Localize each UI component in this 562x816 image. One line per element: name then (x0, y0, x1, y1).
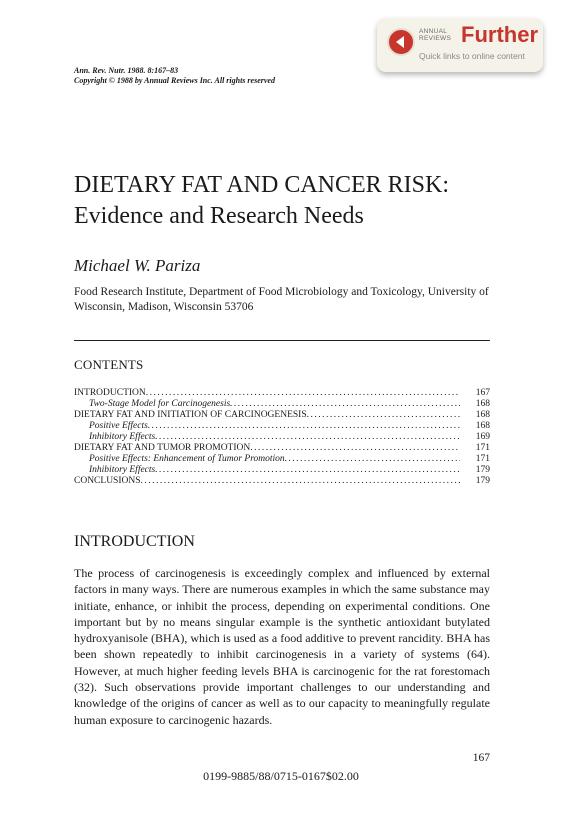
toc-leader-dots (155, 432, 460, 443)
banner-brand: ANNUAL REVIEWS (419, 28, 452, 42)
toc-leader-dots (146, 388, 460, 399)
toc-entry-title: INTRODUCTION (74, 388, 146, 398)
toc-entry-page: 167 (475, 388, 490, 398)
author-affiliation: Food Research Institute, Department of Food Microbiology and Toxicology, University of Wisconsin, Madison, Wisconsin 53706 (74, 286, 489, 313)
toc-leader-dots (285, 454, 460, 465)
toc-entry-title: Inhibitory Effects (89, 432, 156, 442)
toc-entry-page: 169 (475, 432, 490, 442)
toc-entry[interactable] (74, 388, 490, 399)
toc-entry-title: Two-Stage Model for Carcinogenesis (89, 399, 231, 409)
toc-entry[interactable] (74, 432, 490, 443)
toc-entry-title: Positive Effects: Enhancement of Tumor Promotion (89, 454, 285, 464)
journal-citation (74, 66, 275, 86)
banner-quick-links[interactable]: Quick links to online content (419, 51, 525, 61)
toc-entry-page: 168 (475, 410, 490, 420)
toc-entry[interactable] (74, 410, 490, 421)
toc-entry-title: DIETARY FAT AND TUMOR PROMOTION (74, 443, 251, 453)
toc-entry-page: 179 (475, 465, 490, 475)
toc-entry[interactable] (74, 476, 490, 487)
annual-reviews-logo-icon (387, 28, 415, 56)
price-code: 0199-9885/88/0715-0167$02.00 (203, 769, 359, 783)
toc-entry[interactable] (74, 454, 490, 465)
table-of-contents (74, 388, 490, 487)
toc-entry[interactable] (74, 443, 490, 454)
toc-entry-page: 171 (475, 454, 490, 464)
toc-entry-title: CONCLUSIONS (74, 476, 141, 486)
introduction-paragraph: The process of carcinogenesis is exceedingly complex and influenced by external factors in many ways. There are numerous examples in which the same substance may initiate, enhance, or inhibit the process, depending on experimental conditions. One important but by no means singular example is the synthetic antioxidant butylated hydroxyanisole (BHA), which is used as a food additive to prevent rancidity. BHA has been shown repeatedly to inhibit carcinogenesis in a variety of systems (64). However, at much higher feeding levels BHA is carcinogenic for the rat forestomach (32). Such observations provide important challenges to our understanding and knowledge of the origins of cancer as well as to our capacity to meaningfully regulate human exposure to carcinogenic hazards. (74, 566, 490, 727)
section-divider (74, 340, 490, 341)
introduction-heading: INTRODUCTION (74, 533, 195, 550)
toc-entry[interactable] (74, 465, 490, 476)
toc-entry[interactable] (74, 421, 490, 432)
toc-entry-title: Positive Effects (89, 421, 148, 431)
copyright-line: Copyright © 1988 by Annual Reviews Inc. All rights reserved (74, 76, 275, 85)
toc-leader-dots (307, 410, 460, 421)
contents-heading: CONTENTS (74, 357, 144, 372)
toc-entry-title: Inhibitory Effects (89, 465, 156, 475)
article-title: DIETARY FAT AND CANCER RISK: Evidence and Research Needs (74, 172, 450, 229)
toc-entry-page: 168 (475, 399, 490, 409)
toc-leader-dots (148, 421, 460, 432)
toc-leader-dots (155, 465, 460, 476)
toc-leader-dots (230, 399, 460, 410)
annual-reviews-further-banner[interactable] (377, 18, 543, 72)
toc-entry-page: 171 (475, 443, 490, 453)
page-number: 167 (472, 752, 490, 764)
toc-leader-dots (141, 476, 460, 487)
citation-line: Ann. Rev. Nutr. 1988. 8:167–83 (74, 66, 179, 75)
toc-leader-dots (250, 443, 460, 454)
toc-entry-title: DIETARY FAT AND INITIATION OF CARCINOGENESIS (74, 410, 307, 420)
toc-entry[interactable] (74, 399, 490, 410)
toc-entry-page: 179 (475, 476, 490, 486)
author-name: Michael W. Pariza (74, 256, 201, 275)
banner-further-label: Further (461, 22, 538, 47)
toc-entry-page: 168 (475, 421, 490, 431)
